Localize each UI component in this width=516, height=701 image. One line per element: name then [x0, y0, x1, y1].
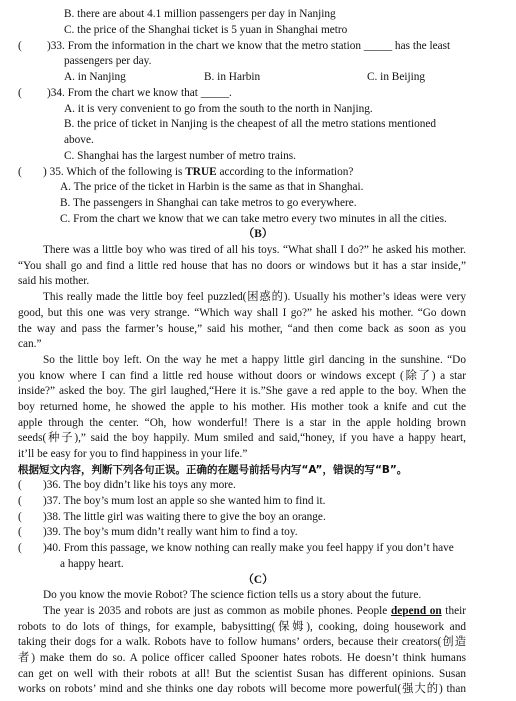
passage-b-line: the way and pass the farmer’s house,” said his mother, “and then come back as soon as you	[18, 323, 466, 335]
passage-b-line: boy returned home, he showed the apple to his mother. His mother took a knife and cut the	[18, 401, 466, 413]
q35-option-c: C. From the chart we know that we can take metro every two minutes in all the cities.	[60, 213, 447, 225]
q35-answer-paren[interactable]: (	[18, 166, 22, 178]
q36-answer-paren[interactable]: (	[18, 479, 22, 491]
passage-b-line: said his mother.	[18, 275, 90, 287]
section-c-heading: （C）	[242, 574, 274, 586]
q36-statement: )36. The boy didn’t like his toys any more.	[43, 479, 236, 491]
key-phrase: depend on	[390, 605, 442, 617]
q40-statement: )40. From this passage, we know nothing can really make you feel happy if you don’t have	[43, 542, 454, 554]
q35-stem: ) 35. Which of the following is TRUE according to the information?	[43, 166, 354, 178]
q32-option-b: B. there are about 4.1 million passengers per day in Nanjing	[64, 8, 336, 20]
passage-c-line: can get on well with their robots at all! But the scientist Susan has different opinions. Susan	[18, 668, 466, 680]
section-b-heading: （B）	[242, 228, 274, 240]
q35-keyword: TRUE	[185, 166, 217, 178]
q33-option-c: C. in Beijing	[367, 71, 426, 83]
passage-c-line: 者) make them do so. A police officer called Spooner hates robots. He doesn’t think humans	[18, 652, 466, 664]
q37-answer-paren[interactable]: (	[18, 495, 22, 507]
passage-b-line: inside?” asked the boy. The girl laughed,“Here it is.”She gave a red apple to the boy. When the	[18, 385, 466, 397]
q38-answer-paren[interactable]: (	[18, 511, 22, 523]
q40-statement-cont: a happy heart.	[60, 558, 124, 570]
true-false-instruction: 根据短文内容，判断下列各句正误。正确的在题号前括号内写“A”，错误的写“B”。	[18, 464, 408, 476]
q35-option-a: A. The price of the ticket in Harbin is the same as that in Shanghai.	[60, 181, 364, 193]
q34-option-b: B. the price of ticket in Nanjing is the cheapest of all the metro stations mentioned	[64, 118, 437, 130]
passage-c-line: taking their dogs for a walk. Robots have to follow humans’ orders, because their creators(创造	[18, 636, 466, 648]
q34-stem: )34. From the chart we know that _____.	[47, 87, 232, 99]
passage-b-line: you know where I can find a little red house without doors or windows except (除了) a star	[18, 370, 466, 382]
q38-statement: )38. The little girl was waiting there to give the boy an orange.	[43, 511, 326, 523]
passage-b-line: This really made the little boy feel puzzled(困惑的). Usually his mother’s ideas were very	[43, 291, 466, 303]
passage-b-line: seeds(种子),” said the boy happily. Mum smiled and said,“honey, if you have a happy heart,	[18, 432, 466, 444]
q39-answer-paren[interactable]: (	[18, 526, 22, 538]
passage-b-line: There was a little boy who was tired of all his toys. “What shall I do?” he asked his mother.	[43, 244, 466, 256]
q34-option-a: A. it is very convenient to go from the south to the north in Nanjing.	[64, 103, 373, 115]
passage-c-line: Do you know the movie Robot? The science fiction tells us a story about the future.	[43, 589, 422, 601]
q40-answer-paren[interactable]: (	[18, 542, 22, 554]
passage-c-line: robots to do lots of things, for example, babysitting(保姆), cooking, doing housework and	[18, 621, 466, 633]
q35-option-b: B. The passengers in Shanghai can take metros to go everywhere.	[60, 197, 357, 209]
q39-statement: )39. The boy’s mum didn’t really want him to find a toy.	[43, 526, 298, 538]
q37-statement: )37. The boy’s mum lost an apple so she wanted him to find it.	[43, 495, 326, 507]
passage-c-line: The year is 2035 and robots are just as common as mobile phones. People depend on their	[43, 605, 467, 617]
q34-option-c: C. Shanghai has the largest number of metro trains.	[64, 150, 296, 162]
passage-b-line: So the little boy left. On the way he met a happy little girl dancing in the sunshine. “Do	[43, 354, 466, 366]
q34-answer-paren[interactable]: (	[18, 87, 22, 99]
passage-b-line: “You shall go and find a little red house that has no doors or windows but it has a star inside,”	[18, 260, 466, 272]
q33-stem: )33. From the information in the chart we know that the metro station _____ has the least	[47, 40, 451, 52]
passage-c-line: works on robots’ mind and she thinks one day robots will become more powerful(强大的) than	[18, 683, 466, 695]
passage-b-line: can.”	[18, 338, 42, 350]
q34-option-b-cont: above.	[64, 134, 94, 146]
q33-option-b: B. in Harbin	[204, 71, 261, 83]
q33-option-a: A. in Nanjing	[64, 71, 126, 83]
q33-answer-paren[interactable]: (	[18, 40, 22, 52]
passage-b-line: apple through the center. “Oh, how wonderful! There is a star in the apple holding brown	[18, 417, 466, 429]
passage-b-line: good, but this one was very strange. “Which way shall I go?” he asked his mother. “Go down	[18, 307, 466, 319]
q33-stem-cont: passengers per day.	[64, 55, 152, 67]
passage-b-line: it’ll be easy for you to find happiness in your life.”	[18, 448, 248, 460]
q32-option-c: C. the price of the Shanghai ticket is 5 yuan in Shanghai metro	[64, 24, 348, 36]
